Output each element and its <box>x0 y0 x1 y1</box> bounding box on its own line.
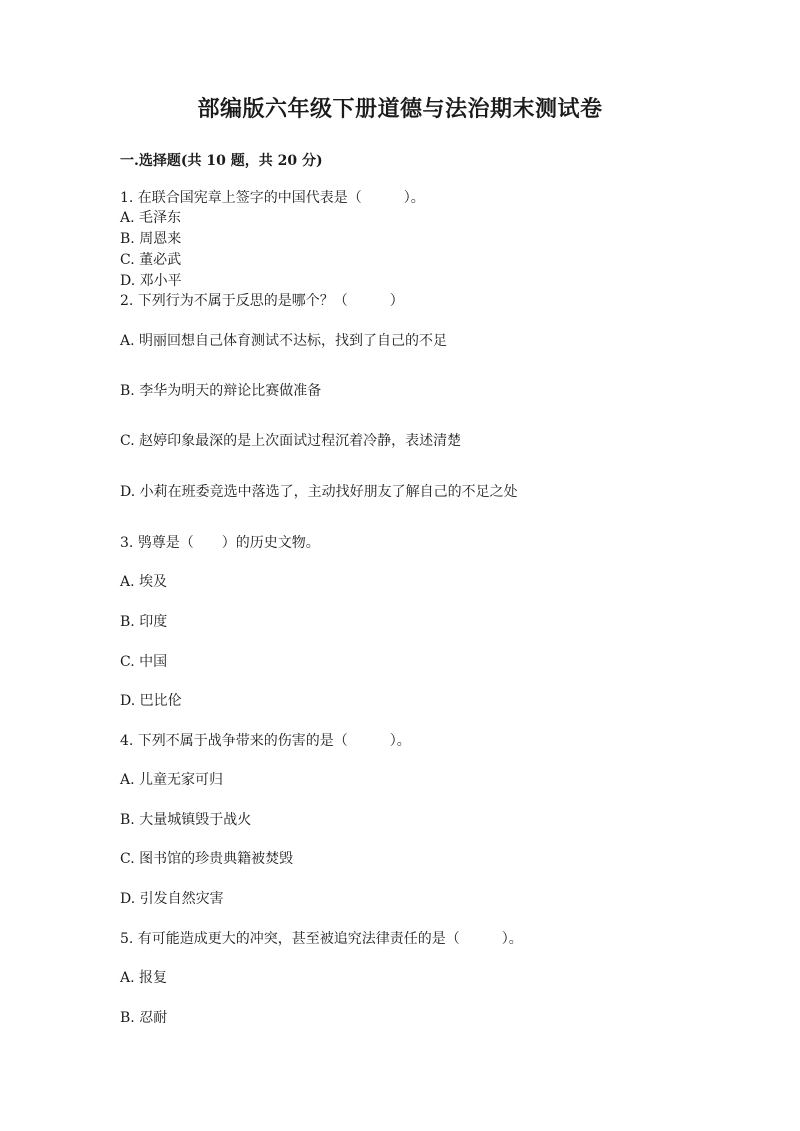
question-4-option-a: A. 儿童无家可归 <box>120 772 224 788</box>
question-2-option-d: D. 小莉在班委竞选中落选了，主动找好朋友了解自己的不足之处 <box>120 484 518 500</box>
question-4-option-b: B. 大量城镇毁于战火 <box>120 812 252 828</box>
question-4-stem: 4. 下列不属于战争带来的伤害的是（ ）。 <box>120 733 411 749</box>
question-1-stem: 1. 在联合国宪章上签字的中国代表是（ ）。 <box>120 190 425 206</box>
question-3-option-a: A. 埃及 <box>120 574 168 590</box>
question-2-stem: 2. 下列行为不属于反思的是哪个？（ ） <box>120 293 404 309</box>
question-3-option-b: B. 印度 <box>120 614 168 630</box>
question-2-option-a: A. 明丽回想自己体育测试不达标，找到了自己的不足 <box>120 333 448 349</box>
document-title: 部编版六年级下册道德与法治期末测试卷 <box>197 96 603 122</box>
question-1-option-d: D. 邓小平 <box>120 273 182 289</box>
question-4-option-c: C. 图书馆的珍贵典籍被焚毁 <box>120 851 294 867</box>
question-4-option-d: D. 引发自然灾害 <box>120 891 224 907</box>
question-2-option-b: B. 李华为明天的辩论比赛做准备 <box>120 383 322 399</box>
question-1-option-c: C. 董必武 <box>120 252 182 268</box>
question-3-option-c: C. 中国 <box>120 654 168 670</box>
question-1-option-a: A. 毛泽东 <box>120 210 182 226</box>
question-1-option-b: B. 周恩来 <box>120 231 182 247</box>
section-heading: 一.选择题(共 10 题，共 20 分) <box>120 153 323 169</box>
question-2-option-c: C. 赵婷印象最深的是上次面试过程沉着冷静，表述清楚 <box>120 433 462 449</box>
question-3-stem: 3. 鸮尊是（ ）的历史文物。 <box>120 535 320 551</box>
question-5-stem: 5. 有可能造成更大的冲突，甚至被追究法律责任的是（ ）。 <box>120 931 523 947</box>
question-5-option-b: B. 忍耐 <box>120 1010 168 1026</box>
question-5-option-a: A. 报复 <box>120 970 168 986</box>
question-3-option-d: D. 巴比伦 <box>120 693 182 709</box>
